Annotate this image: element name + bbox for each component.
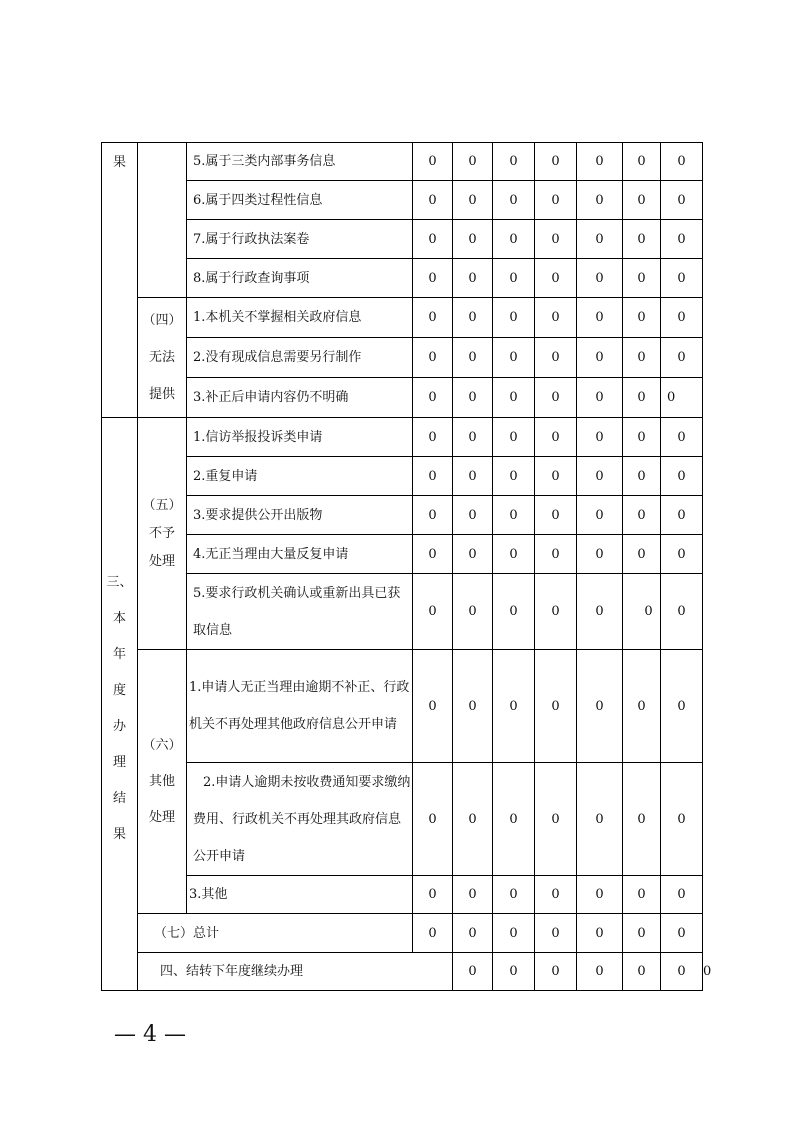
row-value: 0: [453, 181, 493, 220]
row-label: 2.申请人逾期未按收费通知要求缴纳费用、行政机关不再处理其政府信息公开申请: [187, 763, 413, 876]
row-value: 0: [413, 298, 453, 338]
row-label: 3.其他: [187, 876, 413, 914]
row-value: 0: [661, 338, 703, 378]
row-value: 0: [577, 143, 623, 181]
total-value: 0: [535, 914, 577, 953]
table-row: [102, 574, 703, 650]
row-value: 0: [623, 876, 661, 914]
row-value: 0: [453, 298, 493, 338]
table-row: [102, 650, 703, 763]
row-value: 0: [661, 457, 703, 496]
group-4-label-line: 无法: [148, 350, 175, 365]
row-value: 0: [453, 143, 493, 181]
row-value: 0: [535, 298, 577, 338]
row-value: 0: [535, 181, 577, 220]
carry-value: 0: [453, 953, 493, 991]
row-value: 0: [661, 535, 703, 574]
group-6-label-line: 处理: [148, 809, 175, 825]
row-value: 0: [453, 418, 493, 457]
row-value: 0: [623, 535, 661, 574]
row-value: 0: [623, 457, 661, 496]
row-value: 0: [623, 143, 661, 181]
row-value: 0: [577, 181, 623, 220]
row-value: 0: [661, 418, 703, 457]
row-value: 0: [413, 535, 453, 574]
row-value: 0: [413, 338, 453, 378]
group-6-label-line: 其他: [148, 773, 175, 789]
row-value: 0: [453, 763, 493, 876]
row-label: 6.属于四类过程性信息: [187, 181, 413, 220]
row-value: 0: [577, 259, 623, 298]
row-value: 0: [493, 298, 535, 338]
disclosure-statistics-table: [101, 142, 712, 991]
row-value: 0: [661, 574, 703, 650]
row-value: 0: [577, 298, 623, 338]
row-value: 0: [577, 535, 623, 574]
group-5-label-line: （五）: [142, 497, 182, 513]
row-value: 0: [623, 496, 661, 535]
row-value: 0: [413, 259, 453, 298]
row-value: 0: [413, 496, 453, 535]
table-row: 四、结转下年度继续办理 0 0 0 0 0 0 0: [102, 953, 703, 991]
row-value: 0: [453, 650, 493, 763]
total-value: 0: [453, 914, 493, 953]
carry-label: 四、结转下年度继续办理: [138, 953, 453, 991]
row-value: 0: [623, 378, 661, 418]
row-value: 0: [453, 378, 493, 418]
table-row: [102, 457, 703, 496]
row-value: 0: [535, 763, 577, 876]
table-row: [102, 418, 703, 457]
empty-subcategory-cell: [138, 143, 187, 298]
row-label: 3.要求提供公开出版物: [187, 496, 413, 535]
section-3-char: 三、: [106, 575, 133, 590]
row-value: 0: [535, 378, 577, 418]
row-value: 0: [623, 259, 661, 298]
row-value: 0: [577, 220, 623, 259]
row-value: 0: [535, 496, 577, 535]
group-4-label-line: 提供: [148, 387, 175, 402]
row-value: 0: [661, 259, 703, 298]
row-value: 0: [623, 181, 661, 220]
row-value: 0: [413, 220, 453, 259]
total-label: （七）总计: [138, 914, 413, 953]
total-value: 0: [577, 914, 623, 953]
table-row: [102, 259, 703, 298]
group-4-label-line: （四）: [142, 313, 182, 328]
group-4-label: [138, 298, 187, 418]
table-row: [102, 378, 703, 418]
row-value: 0: [413, 418, 453, 457]
row-value: 0: [413, 876, 453, 914]
carry-value: 0: [535, 953, 577, 991]
group-5-label-line: 不予: [148, 525, 175, 541]
row-value: 0: [623, 650, 661, 763]
row-value: 0: [535, 535, 577, 574]
row-value: 0: [623, 220, 661, 259]
row-label: 7.属于行政执法案卷: [187, 220, 413, 259]
table-row: [102, 876, 703, 914]
total-value: 0: [413, 914, 453, 953]
row-value: 0: [493, 457, 535, 496]
row-value: 0: [577, 876, 623, 914]
group-5-label-line: 处理: [148, 553, 175, 569]
row-value: 0: [623, 338, 661, 378]
row-label: 4.无正当理由大量反复申请: [187, 535, 413, 574]
row-label: 1.申请人无正当理由逾期不补正、行政机关不再处理其他政府信息公开申请: [187, 650, 413, 763]
row-label: 1.本机关不掌握相关政府信息: [187, 298, 413, 338]
row-value: 0: [493, 378, 535, 418]
row-value: 0: [453, 535, 493, 574]
row-value: 0: [661, 650, 703, 763]
section-3-char: 度: [112, 683, 126, 698]
row-value: 0: [453, 338, 493, 378]
section-3-char: 结: [112, 791, 126, 806]
table-row: [102, 298, 703, 338]
row-value: 0: [535, 574, 577, 650]
row-label: 8.属于行政查询事项: [187, 259, 413, 298]
row-value: 0: [577, 574, 623, 650]
group-6-label: [138, 650, 187, 914]
section-3-char: 理: [112, 755, 126, 770]
row-value: 0: [661, 876, 703, 914]
row-value: 0: [623, 298, 661, 338]
row-label: 5.属于三类内部事务信息: [187, 143, 413, 181]
row-value: 0: [453, 457, 493, 496]
row-value: 0: [661, 378, 703, 418]
carry-value: 0: [661, 953, 703, 991]
row-value: 0: [535, 457, 577, 496]
row-value: 0: [577, 457, 623, 496]
row-value: 0: [453, 259, 493, 298]
row-value: 0: [453, 876, 493, 914]
table-row: [102, 181, 703, 220]
row-value: 0: [577, 650, 623, 763]
carry-value: 0: [493, 953, 535, 991]
row-value: 0: [535, 259, 577, 298]
row-value: 0: [661, 496, 703, 535]
table-row: [102, 143, 703, 181]
group-5-label: [138, 418, 187, 650]
row-value: 0: [661, 143, 703, 181]
page-number: — 4 —: [114, 1022, 186, 1047]
row-value: 0: [493, 220, 535, 259]
row-value: 0: [623, 418, 661, 457]
total-value: 0: [493, 914, 535, 953]
row-value: 0: [661, 298, 703, 338]
row-value: 0: [623, 574, 661, 650]
section-3-char: 本: [112, 611, 126, 626]
section-3-char: 年: [112, 647, 126, 662]
row-value: 0: [661, 763, 703, 876]
table-row: [102, 535, 703, 574]
carry-value: 0: [623, 953, 661, 991]
row-value: 0: [493, 763, 535, 876]
section-3-char: 果: [112, 827, 126, 842]
row-value: 0: [413, 574, 453, 650]
row-value: 0: [493, 338, 535, 378]
row-value: 0: [493, 574, 535, 650]
row-value: 0: [413, 650, 453, 763]
total-value: 0: [623, 914, 661, 953]
row-label: 3.补正后申请内容仍不明确: [187, 378, 413, 418]
row-value: 0: [413, 763, 453, 876]
row-value: 0: [493, 876, 535, 914]
row-value: 0: [535, 650, 577, 763]
row-label: 1.信访举报投诉类申请: [187, 418, 413, 457]
row-value: 0: [535, 876, 577, 914]
group-6-label-line: （六）: [142, 737, 182, 753]
row-value: 0: [535, 338, 577, 378]
row-value: 0: [493, 181, 535, 220]
row-value: 0: [661, 181, 703, 220]
row-value: 0: [661, 220, 703, 259]
row-value: 0: [453, 496, 493, 535]
table-row: [102, 496, 703, 535]
row-value: 0: [493, 259, 535, 298]
row-value: 0: [413, 378, 453, 418]
row-value: 0: [493, 496, 535, 535]
table-row: [102, 220, 703, 259]
row-value: 0: [453, 220, 493, 259]
carry-value: 0: [577, 953, 623, 991]
row-value: 0: [453, 574, 493, 650]
table-row: [102, 338, 703, 378]
row-value: 0: [493, 535, 535, 574]
table-row: [102, 763, 703, 876]
row-value: 0: [577, 378, 623, 418]
row-value: 0: [623, 763, 661, 876]
category-continued-label: 果: [102, 143, 138, 418]
section-3-char: 办: [112, 719, 126, 734]
row-label: 2.重复申请: [187, 457, 413, 496]
row-value: 0: [577, 496, 623, 535]
row-value: 0: [577, 418, 623, 457]
row-value: 0: [413, 457, 453, 496]
total-value: 0: [661, 914, 703, 953]
row-value: 0: [413, 143, 453, 181]
row-label: 5.要求行政机关确认或重新出具已获取信息: [187, 574, 413, 650]
row-value: 0: [493, 143, 535, 181]
table-row: [102, 914, 703, 953]
row-value: 0: [577, 763, 623, 876]
row-value: 0: [577, 338, 623, 378]
row-value: 0: [535, 418, 577, 457]
row-label: 2.没有现成信息需要另行制作: [187, 338, 413, 378]
row-value: 0: [493, 650, 535, 763]
row-value: 0: [535, 143, 577, 181]
row-value: 0: [493, 418, 535, 457]
section-3-label: [102, 418, 138, 991]
row-value: 0: [535, 220, 577, 259]
row-value: 0: [413, 181, 453, 220]
